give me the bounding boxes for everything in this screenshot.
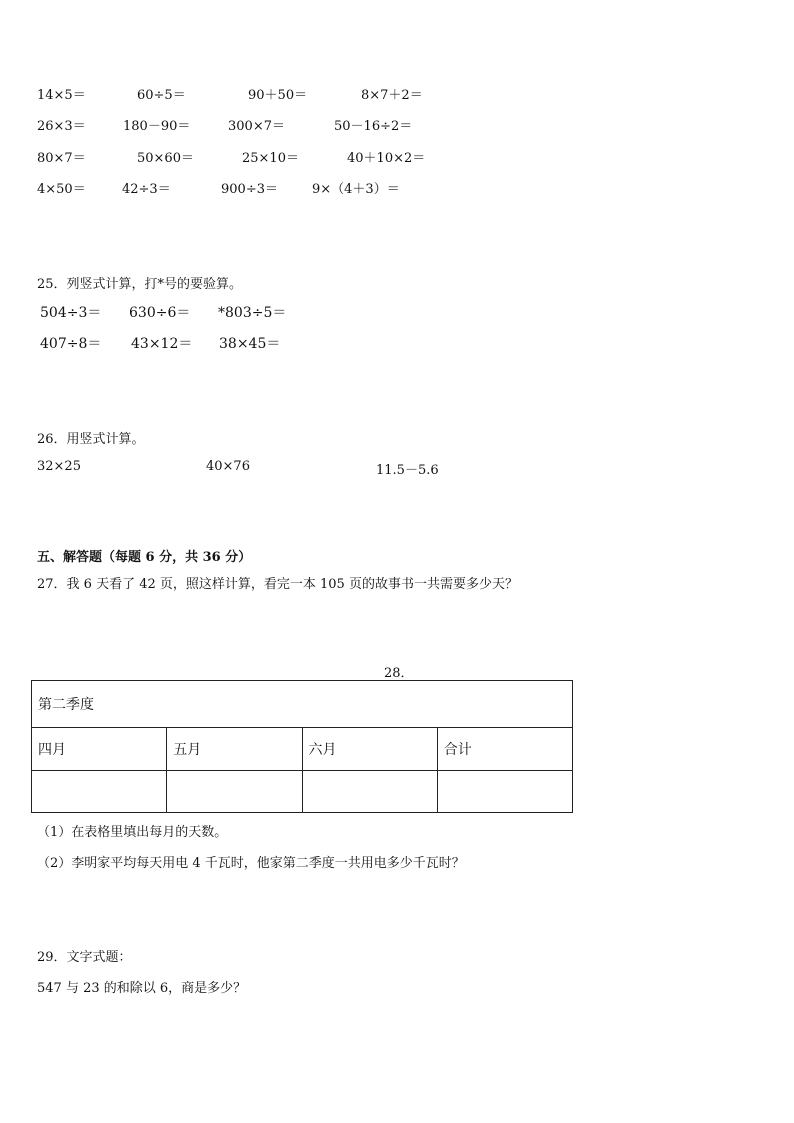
oral-calc-item: 9×（4＋3）＝ [312,182,400,197]
q26-item: 40×76 [206,459,250,474]
q28-subquestion-2: （2）李明家平均每天用电 4 千瓦时，他家第二季度一共用电多少千瓦时？ [37,856,465,871]
oral-calc-item: 8×7＋2＝ [361,88,423,103]
oral-calc-item: 50×60＝ [137,151,194,166]
oral-calc-item: 80×7＝ [37,151,86,166]
oral-calc-item: 26×3＝ [37,119,86,134]
oral-calc-item: 50－16÷2＝ [334,119,413,134]
q25-item: 630÷6＝ [129,305,191,321]
table-answer-cell[interactable] [302,771,437,813]
q27-text: 27．我 6 天看了 42 页，照这样计算，看完一本 105 页的故事书一共需要多少天？ [37,577,518,592]
table-answer-cell[interactable] [437,771,572,813]
oral-calc-item: 42÷3＝ [122,182,171,197]
table-header-cell: 第二季度 [32,681,573,728]
q26-title: 26．用竖式计算。 [37,432,145,447]
section-heading: 五、解答题（每题 6 分，共 36 分） [37,550,252,565]
q25-item: 504÷3＝ [40,305,102,321]
q25-item: 38×45＝ [219,336,281,352]
oral-calc-item: 4×50＝ [37,182,86,197]
q26-item: 11.5－5.6 [376,463,439,478]
table-column-header: 五月 [167,728,302,771]
q25-item: 43×12＝ [131,336,193,352]
table-column-header: 六月 [302,728,437,771]
q25-item: 407÷8＝ [40,336,102,352]
oral-calc-item: 60÷5＝ [137,88,186,103]
q28-subquestion-1: （1）在表格里填出每月的天数。 [37,825,228,840]
table-answer-cell[interactable] [167,771,302,813]
q25-title: 25．列竖式计算，打*号的要验算。 [37,277,243,292]
oral-calc-item: 300×7＝ [228,119,285,134]
oral-calc-item: 25×10＝ [242,151,299,166]
table-column-header: 四月 [32,728,167,771]
table-column-header: 合计 [437,728,572,771]
oral-calc-item: 40＋10×2＝ [347,151,426,166]
oral-calc-item: 180－90＝ [123,119,191,134]
table-answer-cell[interactable] [32,771,167,813]
oral-calc-item: 90＋50＝ [248,88,308,103]
oral-calc-item: 900÷3＝ [221,182,278,197]
q29-title: 29．文字式题： [37,950,132,965]
q28-table [31,680,573,813]
q25-item: *803÷5＝ [218,305,287,321]
q29-text: 547 与 23 的和除以 6，商是多少？ [37,981,247,996]
q26-item: 32×25 [37,459,81,474]
oral-calc-item: 14×5＝ [37,88,86,103]
q28-number: 28． [384,666,414,681]
